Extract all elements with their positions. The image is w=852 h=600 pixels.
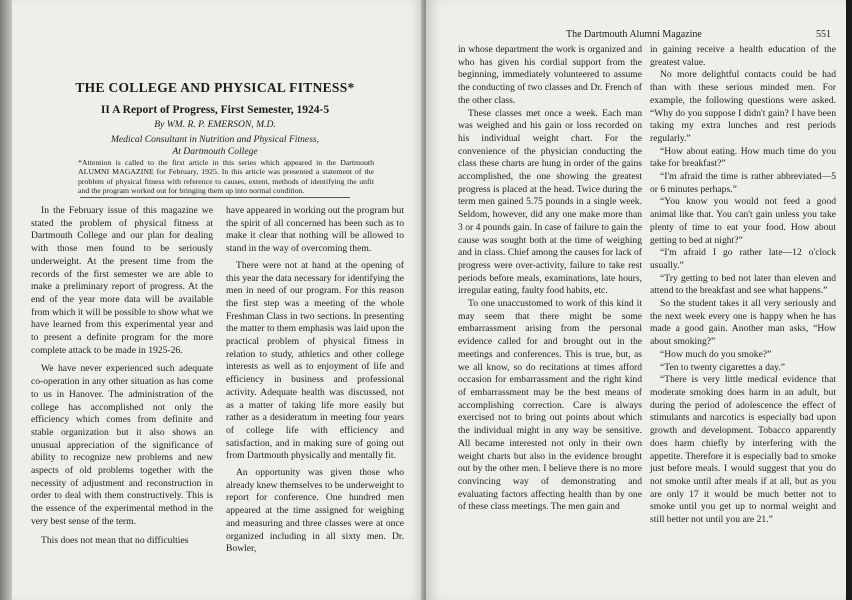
column-1	[31, 205, 213, 547]
page-edge	[0, 0, 12, 600]
col4-paragraph: “You know you would not feed a good animal like that. You can't gain unless you take plenty of time to eat your food. How about getting to bed at night?”	[650, 196, 836, 246]
col4-paragraph: So the student takes it all very seriously and the next week every one is happy when he has made a good gain. Another man asks, “How about smoking?”	[650, 298, 836, 348]
col3-paragraph: in whose department the work is organized and who has given his cordial support from the beginning, immediately volunteered to assume the conducting of two classes and Dr. French of the other class.	[458, 44, 642, 106]
col1-paragraph: We have never experienced such adequate co-operation in any other situation as has come to us in Hanover. The administration of the college has accomplished not only the efficiency which comes from definite and stable organization but it also shows an unusual appreciation of the significance of ability to recognize new problems and new aspects of old problems together with the necessity of adjustment and reconstruction in order to deal with them constructively. This is the essence of the experimental method in the very best sense of the term.	[31, 363, 213, 527]
col3-paragraph: To one unaccustomed to work of this kind it may seem that there might be some embarrassment arising from the personal evidence called for and brought out in the meetings and conferences. This is true, but, as we all know, so do recitations at times afford occasion for embarrassment and the right kind of embarrassment may be the best means of accomplishing correction. Care is always exercised not to bring out points about which the individual might in any way be sensitive. All became interested not only in their own weight charts but also in the evidence brought out by the other men. I believe there is no more convincing way of demonstrating and evaluating factors affecting health than by one of these class meetings. The men gain and	[458, 298, 642, 513]
col4-paragraph: “I'm afraid I go rather late—12 o'clock usually.”	[650, 247, 836, 271]
col4-paragraph: “How much do you smoke?”	[660, 348, 772, 360]
footnote-rule	[80, 197, 350, 198]
col4-paragraph: in gaining receive a health education of the greatest value.	[650, 44, 836, 68]
col4-paragraph: “Ten to twenty cigarettes a day.”	[660, 361, 785, 373]
column-3	[458, 44, 642, 514]
col4-paragraph: “I'm afraid the time is rather abbreviated—5 or 6 minutes perhaps.”	[650, 171, 836, 195]
right-page	[426, 0, 852, 600]
article-title: THE COLLEGE AND PHYSICAL FITNESS*	[75, 80, 355, 95]
col4-paragraph: “There is very little medical evidence that moderate smoking does harm in an adult, but during the period of adolescence the effect of stimulants and narcotics is especially bad upon growth and development. Tobacco apparently does harm chiefly by interfering with the appetite. Therefore it is especially bad to smoke just before meals. I would suggest that you do not smoke until after meals if at all, but as you are only 17 it would be much better not to smoke until you get up to normal weight and still better not until you are 21.”	[650, 374, 836, 526]
article-subtitle: II A Report of Progress, First Semester, 1924-5	[100, 104, 330, 116]
article-heading	[60, 80, 370, 158]
left-page	[0, 0, 424, 600]
col4-paragraph: “Try getting to bed not later than eleven and attend to the breakfast and see what happens.”	[650, 272, 836, 297]
col3-paragraph: These classes met once a week. Each man was weighed and his gain or loss recorded on his individual weight chart. For the convenience of the physician conducting the class these charts are hung in order of the gains accomplished, the one showing the greatest progress is placed at the head. Twice during the term men gained 5.75 pounds in a single week. Seldom, however, did any one make more than 3 or 4 pounds gain. In case of failure to gain the cause was sought both at the time of weighing and in class. Chief among the causes for lack of progress were over-activity, failure to take rest periods before meals, examinations, late hours, irregular eating, faulty food habits, etc.	[458, 107, 642, 297]
magazine-header: The Dartmouth Alumni Magazine	[566, 29, 702, 40]
col2-paragraph: An opportunity was given those who already knew themselves to be underweight to report for conference. One hundred men appeared at the time assigned for weighing and measuring and three classes were at once organized including in all sixty men. Dr. Bowler,	[226, 467, 404, 555]
footnote-text: *Attention is called to the first article in this series which appeared in the Dartmouth ALUMNI MAGAZINE for February, 1925. In this article was presented a statement of the problem of physical fitness with reference to causes, extent, methods of identifying the unfit and the program worked out for bringing them up into normal condition.	[78, 158, 374, 196]
page-number: 551	[816, 29, 831, 40]
col1-paragraph: In the February issue of this magazine we stated the problem of physical fitness at Dartmouth College and our plan for dealing with those men found to be seriously underweight. At the present time from the records of the first semester we are able to make a preliminary report of progress. At the end of the year more data will be available from which it will be possible to show what we have learned from this experimental year and to present a definite program for the more complete attack to be made in 1925-26.	[31, 205, 213, 356]
col4-paragraph: No more delightful contacts could be had than with these serious minded men. For example, the following questions were asked. “Why do you suppose I didn't gain? I have been taking my extra lunches and rest periods regularly.”	[650, 69, 836, 144]
article-author: By WM. R. P. EMERSON, M.D.	[154, 119, 276, 130]
article-footnote	[78, 158, 374, 196]
page-edge	[846, 0, 852, 600]
col2-paragraph: There were not at hand at the opening of this year the data necessary for identifying the men in need of our program. For this reason the first step was a meeting of the whole Freshman Class in two sections. In presenting the matter to them emphasis was laid upon the practical problem of physical fitness in relation to study, athletics and other college interests as well as to enjoyment of life and efficiency in business and professional activity. Adequate health was discussed, not as a matter of taking life more easily but rather as a desideratum in meeting four years of college life with efficiency and satisfaction, and in making sure of going out from Dartmouth physically and mentally fit.	[226, 259, 404, 462]
col4-paragraph: “How about eating. How much time do you take for breakfast?”	[650, 145, 836, 170]
author-title-line-2: At Dartmouth College	[172, 146, 258, 157]
column-2	[226, 205, 404, 556]
author-title-line-1: Medical Consultant in Nutrition and Physical Fitness,	[110, 134, 320, 145]
col1-paragraph: This does not mean that no difficulties	[41, 534, 189, 546]
column-4	[650, 44, 836, 527]
col2-paragraph: have appeared in working out the program but the spirit of all concerned has been such as to make it clear that nothing will be allowed to stand in the way of overcoming them.	[226, 205, 404, 255]
